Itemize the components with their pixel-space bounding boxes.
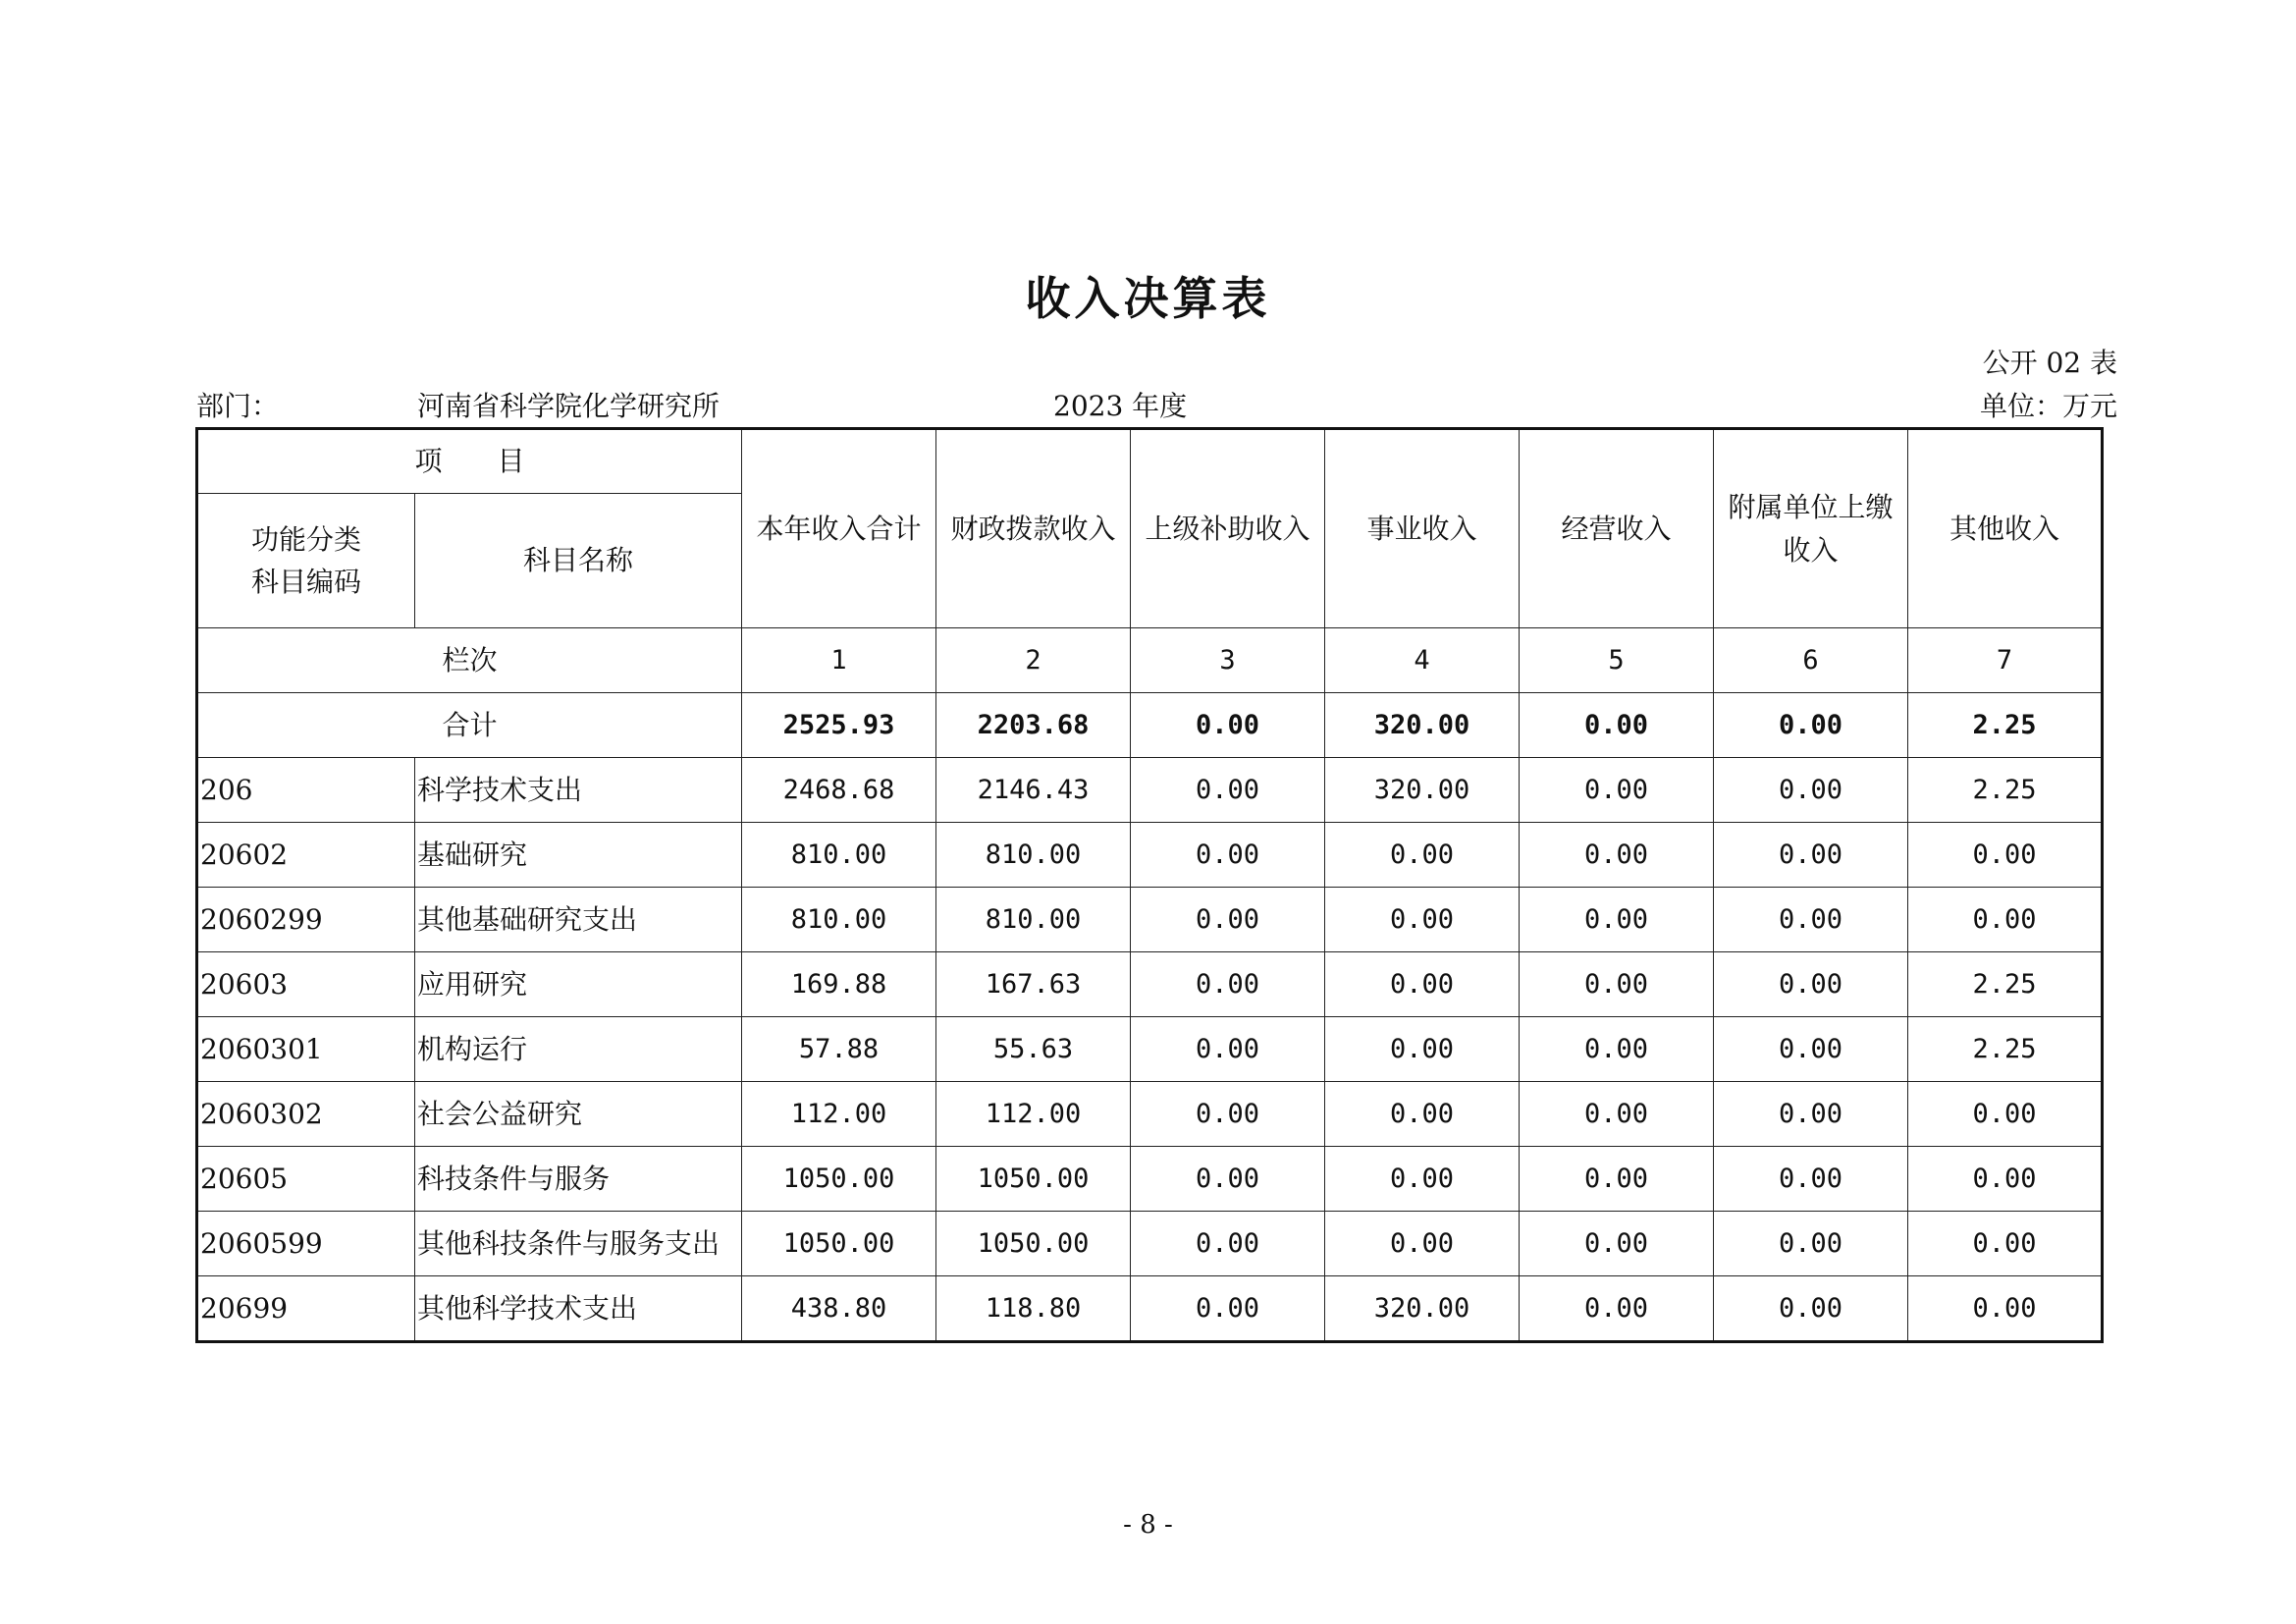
table-row	[197, 1147, 2103, 1212]
amount-cell: 2146.43	[936, 758, 1131, 823]
unit-label: 单位：万元	[1979, 390, 2117, 422]
amount-cell: 0.00	[1714, 1147, 1908, 1212]
amount-cell: 0.00	[1520, 758, 1714, 823]
report-meta	[196, 385, 2117, 424]
amount-cell: 2.25	[1908, 758, 2103, 823]
income-table	[195, 427, 2104, 1343]
amount-cell: 0.00	[1325, 888, 1520, 952]
amount-cell: 1050.00	[742, 1147, 936, 1212]
amount-cell: 1050.00	[742, 1212, 936, 1276]
total-cell: 2.25	[1908, 693, 2103, 758]
header-col-3: 上级补助收入	[1131, 429, 1325, 628]
total-cell: 0.00	[1520, 693, 1714, 758]
subject-code: 2060599	[197, 1212, 415, 1276]
amount-cell: 0.00	[1131, 1212, 1325, 1276]
amount-cell: 0.00	[1714, 888, 1908, 952]
subject-code: 206	[197, 758, 415, 823]
amount-cell: 0.00	[1908, 1082, 2103, 1147]
amount-cell: 0.00	[1714, 823, 1908, 888]
column-index-cell: 2	[936, 628, 1131, 693]
amount-cell: 0.00	[1131, 952, 1325, 1017]
amount-cell: 0.00	[1325, 952, 1520, 1017]
header-col-4: 事业收入	[1325, 429, 1520, 628]
amount-cell: 320.00	[1325, 758, 1520, 823]
amount-cell: 0.00	[1520, 1147, 1714, 1212]
amount-cell: 0.00	[1520, 823, 1714, 888]
amount-cell: 0.00	[1325, 1017, 1520, 1082]
total-cell: 2203.68	[936, 693, 1131, 758]
amount-cell: 0.00	[1131, 888, 1325, 952]
subject-name: 科学技术支出	[415, 758, 742, 823]
amount-cell: 0.00	[1131, 823, 1325, 888]
subject-code: 20603	[197, 952, 415, 1017]
table-row	[197, 1212, 2103, 1276]
table-row	[197, 823, 2103, 888]
amount-cell: 1050.00	[936, 1147, 1131, 1212]
report-year: 2023 年度	[1053, 390, 1188, 422]
amount-cell: 0.00	[1520, 1276, 1714, 1342]
header-col-6: 附属单位上缴 收入	[1714, 429, 1908, 628]
header-item: 项 目	[197, 429, 742, 494]
total-cell: 2525.93	[742, 693, 936, 758]
table-row	[197, 952, 2103, 1017]
table-row	[197, 1276, 2103, 1342]
amount-cell: 112.00	[936, 1082, 1131, 1147]
amount-cell: 810.00	[742, 888, 936, 952]
subject-code: 20605	[197, 1147, 415, 1212]
amount-cell: 320.00	[1325, 1276, 1520, 1342]
amount-cell: 2468.68	[742, 758, 936, 823]
column-index-cell: 3	[1131, 628, 1325, 693]
amount-cell: 810.00	[936, 888, 1131, 952]
column-index-cell: 6	[1714, 628, 1908, 693]
subject-code: 20602	[197, 823, 415, 888]
amount-cell: 810.00	[742, 823, 936, 888]
amount-cell: 0.00	[1520, 952, 1714, 1017]
header-row-item	[197, 429, 2103, 494]
header-col-5: 经营收入	[1520, 429, 1714, 628]
subject-code: 2060301	[197, 1017, 415, 1082]
table-row	[197, 1082, 2103, 1147]
subject-name: 其他科学技术支出	[415, 1276, 742, 1342]
subject-code: 20699	[197, 1276, 415, 1342]
amount-cell: 0.00	[1520, 1212, 1714, 1276]
amount-cell: 57.88	[742, 1017, 936, 1082]
amount-cell: 0.00	[1714, 1017, 1908, 1082]
amount-cell: 810.00	[936, 823, 1131, 888]
header-col-2: 财政拨款收入	[936, 429, 1131, 628]
amount-cell: 2.25	[1908, 1017, 2103, 1082]
column-index-cell: 5	[1520, 628, 1714, 693]
header-col-7: 其他收入	[1908, 429, 2103, 628]
header-name: 科目名称	[415, 494, 742, 628]
amount-cell: 0.00	[1325, 1212, 1520, 1276]
amount-cell: 0.00	[1908, 888, 2103, 952]
amount-cell: 0.00	[1131, 1147, 1325, 1212]
amount-cell: 55.63	[936, 1017, 1131, 1082]
total-cell: 320.00	[1325, 693, 1520, 758]
amount-cell: 0.00	[1908, 1212, 2103, 1276]
subject-code: 2060299	[197, 888, 415, 952]
subject-name: 其他科技条件与服务支出	[415, 1212, 742, 1276]
amount-cell: 0.00	[1908, 1276, 2103, 1342]
column-index-cell: 4	[1325, 628, 1520, 693]
total-label: 合计	[197, 693, 742, 758]
amount-cell: 1050.00	[936, 1212, 1131, 1276]
column-index-label: 栏次	[197, 628, 742, 693]
amount-cell: 0.00	[1131, 758, 1325, 823]
amount-cell: 0.00	[1131, 1276, 1325, 1342]
amount-cell: 0.00	[1714, 952, 1908, 1017]
amount-cell: 0.00	[1908, 1147, 2103, 1212]
subject-name: 应用研究	[415, 952, 742, 1017]
total-cell: 0.00	[1131, 693, 1325, 758]
subject-name: 基础研究	[415, 823, 742, 888]
column-index-cell: 1	[742, 628, 936, 693]
column-index-cell: 7	[1908, 628, 2103, 693]
total-cell: 0.00	[1714, 693, 1908, 758]
amount-cell: 0.00	[1714, 758, 1908, 823]
header-col-1: 本年收入合计	[742, 429, 936, 628]
page-title: 收入决算表	[1025, 272, 1271, 325]
amount-cell: 169.88	[742, 952, 936, 1017]
amount-cell: 167.63	[936, 952, 1131, 1017]
amount-cell: 0.00	[1908, 823, 2103, 888]
amount-cell: 0.00	[1131, 1082, 1325, 1147]
department-label: 部门：	[196, 390, 280, 422]
subject-name: 科技条件与服务	[415, 1147, 742, 1212]
table-row	[197, 1017, 2103, 1082]
table-row	[197, 758, 2103, 823]
form-code: 公开 02 表	[1982, 347, 2117, 379]
amount-cell: 0.00	[1325, 1147, 1520, 1212]
amount-cell: 2.25	[1908, 952, 2103, 1017]
subject-name: 其他基础研究支出	[415, 888, 742, 952]
table-row	[197, 888, 2103, 952]
amount-cell: 0.00	[1325, 823, 1520, 888]
header-code: 功能分类 科目编码	[197, 494, 415, 628]
column-index-row	[197, 628, 2103, 693]
page-number: - 8 -	[1123, 1510, 1173, 1540]
total-row	[197, 693, 2103, 758]
amount-cell: 0.00	[1520, 888, 1714, 952]
amount-cell: 0.00	[1131, 1017, 1325, 1082]
amount-cell: 118.80	[936, 1276, 1131, 1342]
amount-cell: 438.80	[742, 1276, 936, 1342]
department-name: 河南省科学院化学研究所	[417, 390, 721, 422]
subject-code: 2060302	[197, 1082, 415, 1147]
amount-cell: 0.00	[1325, 1082, 1520, 1147]
amount-cell: 0.00	[1520, 1017, 1714, 1082]
subject-name: 社会公益研究	[415, 1082, 742, 1147]
amount-cell: 0.00	[1714, 1082, 1908, 1147]
amount-cell: 0.00	[1714, 1276, 1908, 1342]
amount-cell: 112.00	[742, 1082, 936, 1147]
amount-cell: 0.00	[1520, 1082, 1714, 1147]
subject-name: 机构运行	[415, 1017, 742, 1082]
amount-cell: 0.00	[1714, 1212, 1908, 1276]
